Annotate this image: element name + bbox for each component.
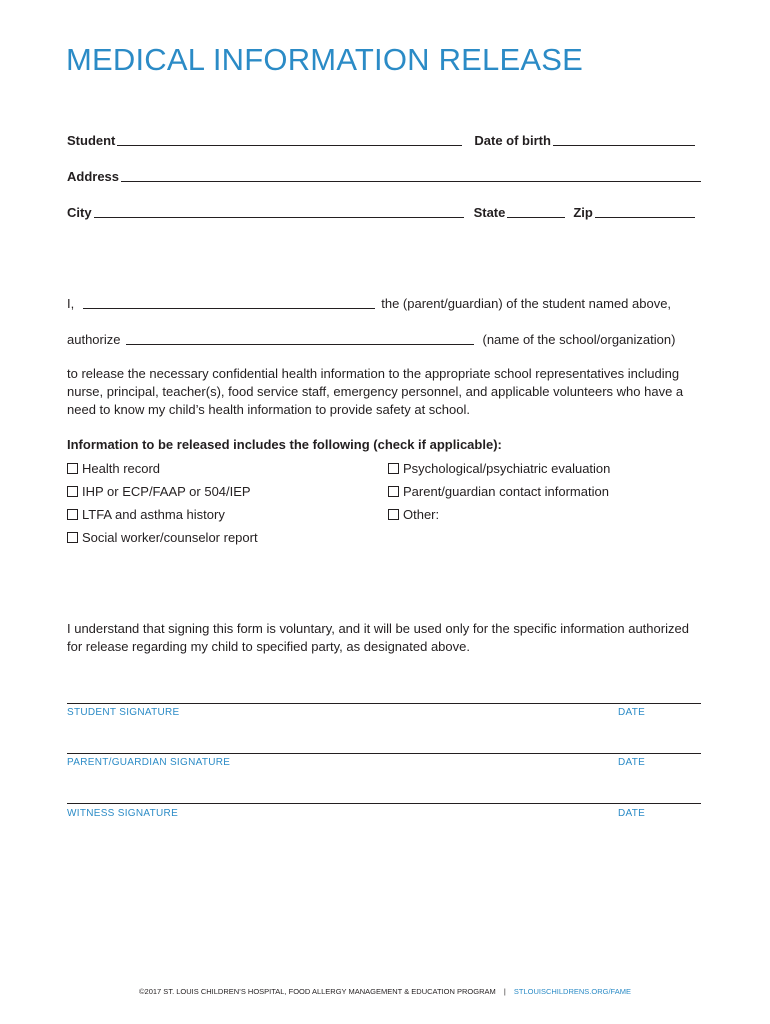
dob-field[interactable] xyxy=(553,144,695,146)
check-label: Health record xyxy=(82,461,161,476)
student-label: Student xyxy=(67,133,116,148)
authorize-prefix: authorize xyxy=(67,332,121,347)
zip-label: Zip xyxy=(573,205,593,220)
check-psych[interactable] xyxy=(388,461,610,476)
student-field[interactable] xyxy=(117,144,462,146)
state-label: State xyxy=(473,205,506,220)
zip-field[interactable] xyxy=(595,216,695,218)
state-field[interactable] xyxy=(507,216,565,218)
guardian-row xyxy=(67,293,671,311)
checkbox-icon[interactable] xyxy=(67,486,78,497)
check-label: IHP or ECP/FAAP or 504/IEP xyxy=(82,484,251,499)
guardian-name-field[interactable] xyxy=(83,307,375,309)
check-social-worker[interactable] xyxy=(67,530,258,545)
address-row xyxy=(67,166,701,184)
footer xyxy=(0,987,770,996)
organization-field[interactable] xyxy=(126,343,474,345)
i-prefix: I, xyxy=(67,296,75,311)
witness-signature-label: WITNESS SIGNATURE xyxy=(67,808,179,819)
parent-signature-line[interactable] xyxy=(67,753,701,754)
check-ihp[interactable] xyxy=(67,484,251,499)
check-label: Other: xyxy=(403,507,440,522)
checklist-heading: Information to be released includes the following (check if applicable): xyxy=(67,437,502,452)
check-label: Psychological/psychiatric evaluation xyxy=(403,461,611,476)
address-label: Address xyxy=(67,169,120,184)
check-label: Parent/guardian contact information xyxy=(403,484,609,499)
checkbox-icon[interactable] xyxy=(388,463,399,474)
form-title: MEDICAL INFORMATION RELEASE xyxy=(66,42,583,77)
checkbox-icon[interactable] xyxy=(67,532,78,543)
checkbox-icon[interactable] xyxy=(67,463,78,474)
check-ltfa[interactable] xyxy=(67,507,225,522)
check-health-record[interactable] xyxy=(67,461,160,476)
student-date-label: DATE xyxy=(618,707,646,718)
city-label: City xyxy=(67,205,92,220)
i-suffix: the (parent/guardian) of the student named above, xyxy=(381,296,672,311)
consent-paragraph: I understand that signing this form is voluntary, and it will be used only for the specific information authorized for release regarding my child to specified party, as designated above. xyxy=(67,621,689,654)
check-label: Social worker/counselor report xyxy=(82,530,258,545)
check-label: LTFA and asthma history xyxy=(82,507,225,522)
address-field[interactable] xyxy=(121,180,701,182)
witness-date-label: DATE xyxy=(618,808,646,819)
city-field[interactable] xyxy=(94,216,464,218)
city-row xyxy=(67,202,695,220)
student-signature-line[interactable] xyxy=(67,703,701,704)
student-signature-label: STUDENT SIGNATURE xyxy=(67,707,180,718)
check-contact[interactable] xyxy=(388,484,609,499)
footer-url[interactable]: STLOUISCHILDRENS.ORG/FAME xyxy=(513,987,631,996)
checkbox-icon[interactable] xyxy=(67,509,78,520)
checkbox-icon[interactable] xyxy=(388,509,399,520)
check-other[interactable] xyxy=(388,507,439,522)
footer-text: ©2017 ST. LOUIS CHILDREN’S HOSPITAL, FOOD ALLERGY MANAGEMENT & EDUCATION PROGRAM xyxy=(139,987,496,996)
witness-signature-line[interactable] xyxy=(67,803,701,804)
release-paragraph: to release the necessary confidential health information to the appropriate school representatives including nurse, principal, teacher(s), food service staff, emergency personnel, and applicable volunteers who have a need to know my child’s health information to provide safety at school. xyxy=(67,366,684,417)
authorize-suffix: (name of the school/organization) xyxy=(482,332,676,347)
dob-label: Date of birth xyxy=(474,133,551,148)
parent-date-label: DATE xyxy=(618,757,646,768)
student-row xyxy=(67,130,695,148)
checkbox-icon[interactable] xyxy=(388,486,399,497)
authorize-row xyxy=(67,329,675,347)
footer-separator: | xyxy=(503,987,506,996)
parent-signature-label: PARENT/GUARDIAN SIGNATURE xyxy=(67,757,231,768)
